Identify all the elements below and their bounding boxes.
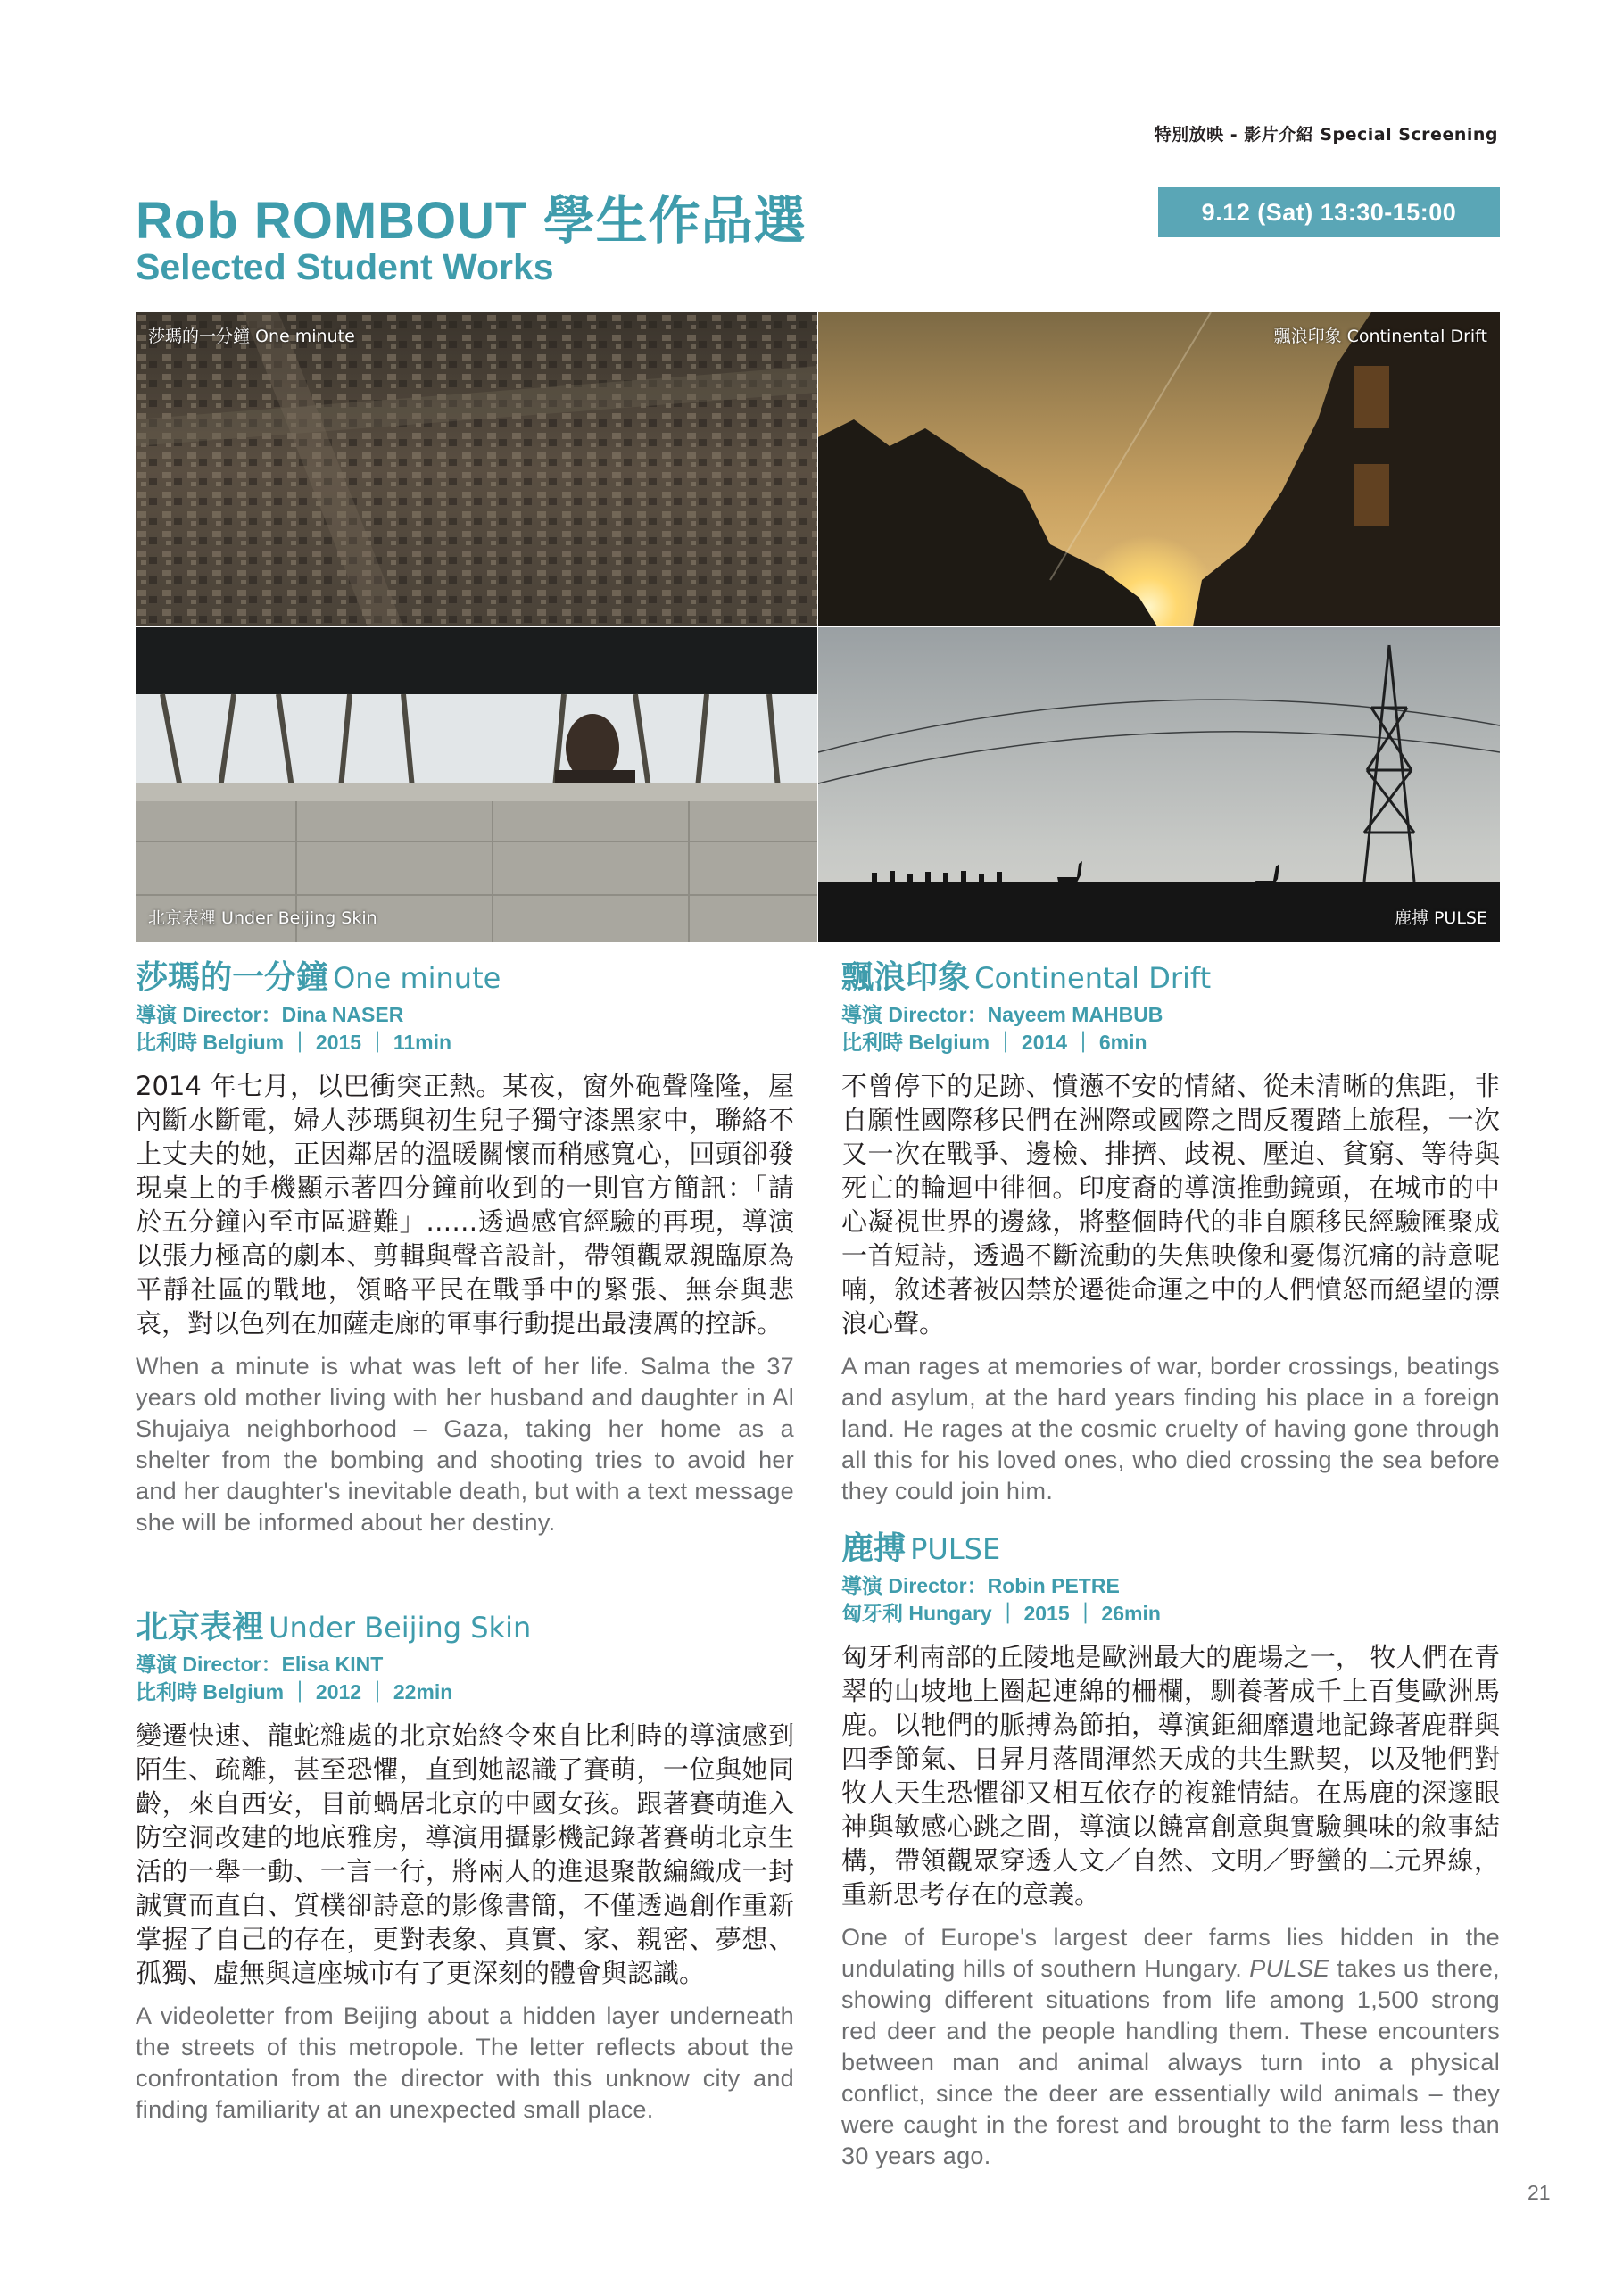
film-synopsis-zh: 匈牙利南部的丘陵地是歐洲最大的鹿場之一， 牧人們在青翠的山坡地上圈起連綿的柵欄，馴養著成千上百隻歐洲馬鹿。以牠們的脈搏為節拍，導演鉅細靡遺地記錄著鹿群與四季節氣、日昇月落間渾然天成的共生默契，以及牠們對牧人天生恐懼卻又相互依存的複雜情結。在馬鹿的深邃眼神與敏感心跳之間，導演以饒富創意與實驗興味的敘事結構，帶領觀眾穿透人文／自然、文明／野蠻的二元界線，重新思考存在的意義。 [841, 1642, 1500, 1910]
film-title [841, 959, 1500, 996]
page-title: Rob ROMBOUT 學生作品選 [136, 192, 807, 250]
screening-date-badge: 9.12 (Sat) 13:30-15:00 [1158, 187, 1500, 237]
film-director: 導演 Director：Nayeem MAHBUB [841, 1003, 1163, 1026]
film-title-zh: 飄浪印象 [841, 959, 971, 996]
photo-caption-pulse: 鹿搏 PULSE [1394, 908, 1487, 928]
film-title-italic: PULSE [1249, 1955, 1330, 1982]
photo-grid [136, 312, 1500, 942]
synopsis-text: takes us there, showing different situations from life among 1,500 strong red deer and the people handling them. These encounters between man and animal always turn into a physical conflict, since the deer are essentially wild animals – they were caught in the forest and brought to the farm less than 30 years ago. [841, 1955, 1500, 2169]
film-continental-drift [841, 959, 1500, 1507]
page-subtitle: Selected Student Works [136, 246, 554, 287]
photo-caption-one-minute: 莎瑪的一分鐘 One minute [148, 327, 355, 346]
man-behind-wall-photo [136, 627, 817, 942]
film-one-minute [136, 959, 794, 1538]
section-label: 特別放映 - 影片介紹 Special Screening [1154, 125, 1498, 145]
film-title [841, 1530, 1500, 1567]
film-info: 匈牙利 Hungary ｜ 2015 ｜ 26min [841, 1602, 1161, 1625]
film-pulse [841, 1530, 1500, 2172]
deer-on-horizon-photo [818, 627, 1500, 942]
film-title-zh: 莎瑪的一分鐘 [136, 959, 329, 996]
photo-caption-under-beijing-skin: 北京表裡 Under Beijing Skin [148, 908, 377, 928]
film-title-zh: 北京表裡 [136, 1609, 265, 1645]
film-director: 導演 Director：Elisa KINT [136, 1653, 384, 1676]
film-title-en: Under Beijing Skin [269, 1611, 532, 1645]
film-title [136, 959, 794, 996]
page-number: 21 [1528, 2181, 1551, 2204]
film-director: 導演 Director：Robin PETRE [841, 1574, 1120, 1597]
film-synopsis-en: When a minute is what was left of her life. Salma the 37 years old mother living with her husband and daughter in Al Shujaiya neighborhood – Gaza, taking her home as a shelter from the bombing and shooting tries to avoid her and her daughter's inevitable death, but with a text message she will be informed about her destiny. [136, 1353, 794, 1536]
synopsis-text: One of Europe's largest deer farms lies hidden in the undulating hills of southern Hungary. [841, 1924, 1500, 1982]
film-title-zh: 鹿搏 [841, 1530, 907, 1567]
film-synopsis-en: A videoletter from Beijing about a hidden layer underneath the streets of this metropole. The letter reflects about the confrontation from the director with this unknow city and finding familiarity at an unexpected small place. [136, 2002, 794, 2123]
film-synopsis-zh: 2014 年七月，以巴衝突正熱。某夜，窗外砲聲隆隆，屋內斷水斷電，婦人莎瑪與初生兒子獨守漆黑家中，聯絡不上丈夫的她，正因鄰居的溫暖關懷而稍感寬心，回頭卻發現桌上的手機顯示著四分鐘前收到的一則官方簡訊：「請於五分鐘內至市區避難」……透過感官經驗的再現，導演以張力極高的劇本、剪輯與聲音設計，帶領觀眾親臨原為平靜社區的戰地，領略平民在戰爭中的緊張、無奈與悲哀，對以色列在加薩走廊的軍事行動提出最淒厲的控訴。 [136, 1071, 794, 1339]
photo-caption-continental-drift: 飄浪印象 Continental Drift [1273, 327, 1487, 346]
film-info: 比利時 Belgium ｜ 2015 ｜ 11min [136, 1031, 452, 1054]
film-synopsis-en: A man rages at memories of war, border crossings, beatings and asylum, at the hard years finding his place in a foreign land. He rages at the cosmic cruelty of having gone through all this for his loved ones, who died crossing the sea before they could join him. [841, 1353, 1500, 1504]
film-info: 比利時 Belgium ｜ 2012 ｜ 22min [136, 1680, 453, 1703]
film-title [136, 1609, 794, 1645]
aerial-ruined-city-photo [136, 312, 817, 626]
film-title-en: Continental Drift [974, 961, 1212, 995]
film-director: 導演 Director：Dina NASER [136, 1003, 404, 1026]
film-info: 比利時 Belgium ｜ 2014 ｜ 6min [841, 1031, 1147, 1054]
film-synopsis-en [841, 1922, 1500, 2172]
film-synopsis-zh: 變遷快速、龍蛇雜處的北京始終令來自比利時的導演感到陌生、疏離，甚至恐懼，直到她認識了賽萌，一位與她同齡，來自西安，目前蝸居北京的中國女孩。跟著賽萌進入防空洞改建的地底雅房，導演用攝影機記錄著賽萌北京生活的一舉一動、一言一行，將兩人的進退聚散編織成一封誠實而直白、質樸卻詩意的影像書簡，不僅透過創作重新掌握了自己的存在，更對表象、真實、家、親密、夢想、孤獨、虛無與這座城市有了更深刻的體會與認識。 [136, 1720, 794, 1988]
sunset-street-photo [818, 312, 1500, 626]
film-title-en: One minute [333, 961, 501, 995]
film-synopsis-zh: 不曾停下的足跡、憤懣不安的情緒、從未清晰的焦距，非自願性國際移民們在洲際或國際之間反覆踏上旅程，一次又一次在戰爭、邊檢、排擠、歧視、壓迫、貧窮、等待與死亡的輪迴中徘徊。印度裔的導演推動鏡頭，在城市的中心凝視世界的邊緣，將整個時代的非自願移民經驗匯聚成一首短詩，透過不斷流動的失焦映像和憂傷沉痛的詩意呢喃，敘述著被囚禁於遷徙命運之中的人們憤怒而絕望的漂浪心聲。 [841, 1071, 1500, 1339]
film-title-en: PULSE [910, 1532, 1001, 1566]
film-under-beijing-skin [136, 1609, 794, 2126]
